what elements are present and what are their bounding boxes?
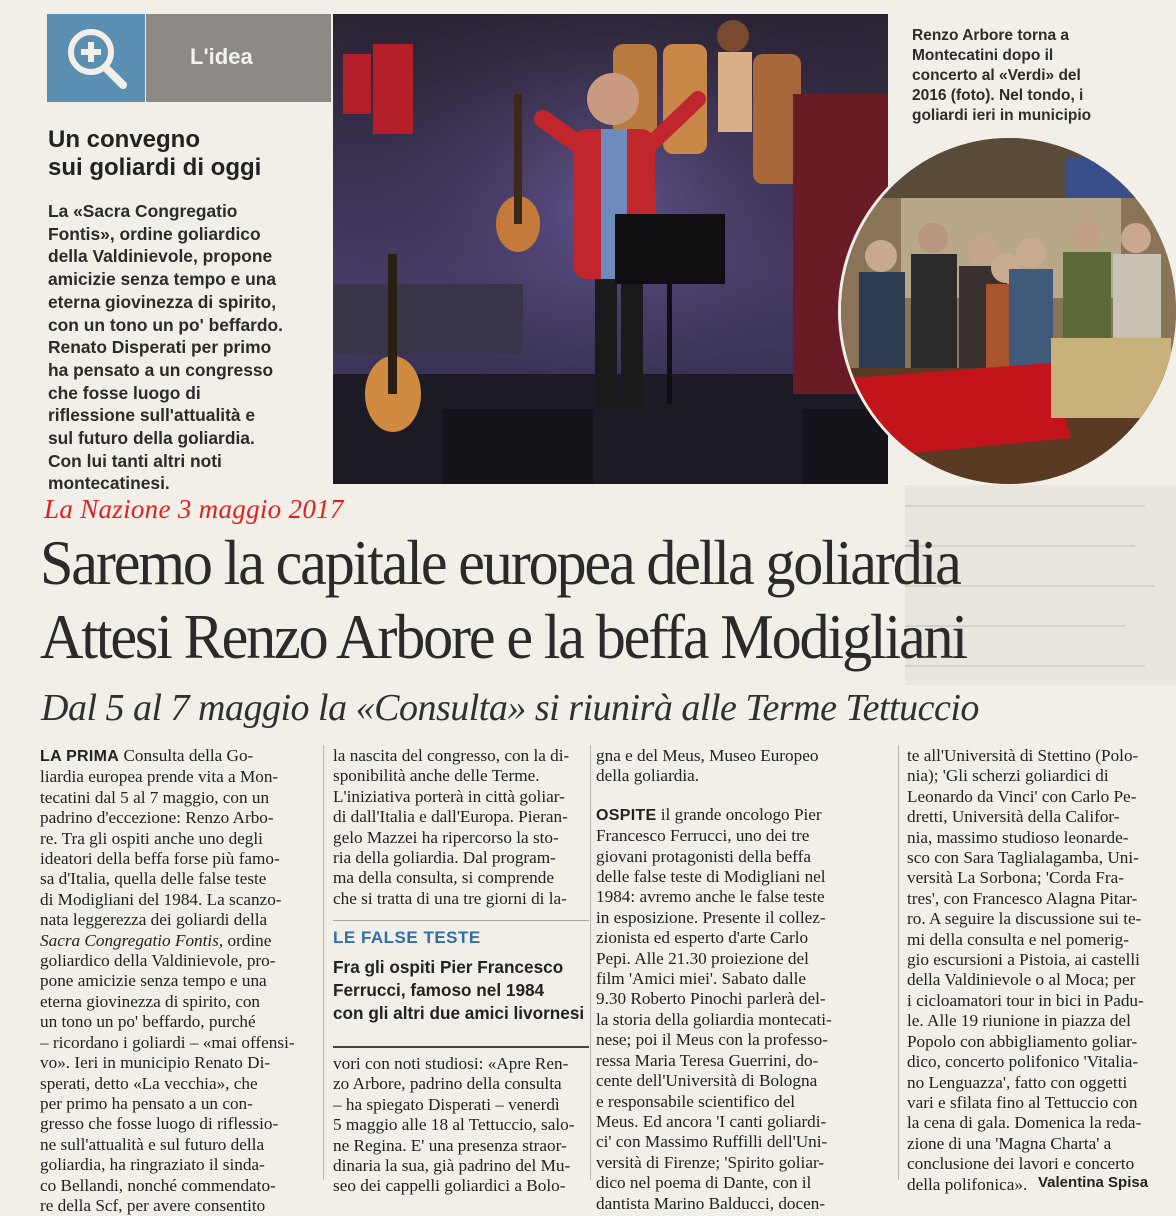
- italic-name: Sacra Congregatio Fontis: [40, 930, 219, 950]
- text-line: gio escursioni a Pistoia, ai castelli: [907, 950, 1140, 970]
- text-line: cente dell'Università di Bologna: [596, 1071, 818, 1091]
- text-line: la cena di gala. Domenica la reda-: [907, 1113, 1142, 1133]
- photo-caption-line: goliardi ieri in municipio: [912, 107, 1092, 124]
- box-line: Fra gli ospiti Pier Francesco: [333, 957, 564, 977]
- photo-caption-line: Montecatini dopo il: [912, 47, 1054, 64]
- lead-in: LA PRIMA: [40, 748, 120, 765]
- text-line: 5 maggio alle 18 al Tettuccio, salo-: [333, 1115, 575, 1135]
- sidebar-title-line: Un convegno: [48, 126, 201, 153]
- text-line: un tono un po' beffardo, purché: [40, 1012, 256, 1032]
- box-heading: LE FALSE TESTE: [333, 928, 481, 947]
- text-line: ressa Maria Teresa Guerrini, do-: [596, 1050, 819, 1070]
- text-line: pone amicizie senza tempo e una: [40, 971, 267, 991]
- text-line: ne sull'attualità e sul futuro della: [40, 1134, 265, 1154]
- sidebar-body-line: La «Sacra Congregatio: [48, 201, 238, 221]
- text-line: dico nel poema di Dante, con il: [596, 1173, 812, 1193]
- text-line: ne Regina. E' una presenza straor-: [333, 1135, 567, 1155]
- byline: Valentina Spisa: [1038, 1174, 1149, 1191]
- zoom-in-icon: [61, 22, 131, 94]
- text-line: ria della goliardia. Dal program-: [333, 848, 556, 868]
- text-line: nese; poi il Meus con la professo-: [596, 1030, 828, 1050]
- text-line: il grande oncologo Pier: [656, 804, 822, 824]
- text-line: sa d'Italia, quella delle false teste: [40, 869, 267, 889]
- text-line: tecatini dal 5 al 7 maggio, con un: [40, 787, 270, 807]
- text-line: dretti, Università della Califor-: [907, 807, 1120, 827]
- sidebar-body-line: della Valdinievole, propone: [48, 246, 273, 267]
- text-line: 1984: avremo anche le false teste: [596, 887, 825, 907]
- sidebar-body-line: montecatinesi.: [48, 473, 170, 494]
- article-column-1: [40, 746, 312, 1216]
- text-line: e responsabile scientifico del: [596, 1091, 796, 1111]
- text-line: L'iniziativa porterà in città goliar-: [333, 786, 565, 806]
- sidebar-title: [48, 126, 338, 182]
- box-top-rule: [333, 920, 589, 921]
- text-line: , ordine: [218, 930, 272, 950]
- sidebar-body-line: Renato Disperati per primo: [48, 337, 272, 358]
- text-line: padrino d'eccezione: Renzo Arbo-: [40, 808, 274, 828]
- text-line: goliardia, ha ringraziato il sinda-: [40, 1155, 265, 1175]
- sidebar-body: [48, 200, 340, 495]
- text-line: i cicloamatori tour in bici in Padu-: [907, 990, 1144, 1010]
- text-line: la storia della goliardia montecati-: [596, 1009, 832, 1029]
- text-line: eterna giovinezza di spirito, con: [40, 991, 261, 1011]
- text-line: seo dei cappelli goliardici a Bolo-: [333, 1176, 566, 1196]
- text-line: delle false teste di Modigliani nel: [596, 867, 826, 887]
- text-line: tres', con Francesco Alagna Pitar-: [907, 888, 1138, 908]
- text-line: ma della consulta, si comprende: [333, 868, 554, 888]
- text-line: ro. A seguire la discussione sui te-: [907, 909, 1142, 929]
- photo-caption: [912, 26, 1174, 126]
- box-bottom-rule: [333, 1046, 589, 1048]
- sidebar-title-line: sui goliardi di oggi: [48, 154, 262, 181]
- concert-photo: [333, 14, 888, 484]
- photo-caption-line: concerto al «Verdi» del: [912, 67, 1081, 84]
- text-line: dantista Marino Balducci, docen-: [596, 1193, 826, 1213]
- sidebar-body-line: sul futuro della goliardia.: [48, 428, 255, 449]
- text-line: sco con Sara Taglialagamba, Uni-: [907, 848, 1139, 868]
- text-line: Meus. Ed ancora 'I canti goliardi-: [596, 1111, 827, 1131]
- text-line: gelo Mazzei ha ripercorso la sto-: [333, 827, 559, 847]
- text-line: sperati, detto «La vecchia», che: [40, 1073, 258, 1093]
- text-line: vo». Ieri in municipio Renato Di-: [40, 1053, 271, 1073]
- text-line: – ricordano i goliardi – «mai offensi-: [40, 1032, 295, 1052]
- photo-caption-line: 2016 (foto). Nel tondo, i: [912, 87, 1084, 104]
- text-line: Pepi. Alle 21.30 proiezione del: [596, 948, 809, 968]
- dateline: La Nazione 3 maggio 2017: [44, 494, 344, 524]
- sidebar-body-line: con un tono un po' beffardo.: [48, 314, 284, 335]
- article-column-4: [907, 746, 1173, 1195]
- headline-line-1: Saremo la capitale europea della goliardia: [40, 527, 960, 598]
- text-line: gresso che fosse luogo di riflessio-: [40, 1114, 279, 1134]
- article-column-2: [333, 746, 605, 909]
- text-line: no Lenguazza', fatto con oggetti: [907, 1072, 1128, 1092]
- text-line: nata leggerezza dei goliardi della: [40, 910, 268, 930]
- sidebar-body-line: ha pensato a un congresso: [48, 359, 274, 380]
- text-line: della polifonica».: [907, 1174, 1028, 1194]
- sidebar-body-line: amicizie senza tempo e una: [48, 269, 277, 290]
- section-label: L'idea: [190, 44, 253, 69]
- headline-line-2: Attesi Renzo Arbore e la beffa Modigliani: [40, 601, 967, 672]
- text-line: Francesco Ferrucci, uno dei tre: [596, 826, 810, 846]
- sidebar-body-line: che fosse luogo di: [48, 382, 201, 403]
- text-line: zo Arbore, padrino della consulta: [333, 1074, 562, 1094]
- text-line: re della Scf, per avere consentito: [40, 1195, 266, 1215]
- text-line: te all'Università di Stettino (Polo-: [907, 746, 1139, 765]
- text-line: versità La Sorbona; 'Corda Fra-: [907, 868, 1124, 888]
- text-line: co Bellandi, nonché commendato-: [40, 1175, 276, 1195]
- text-line: dinaria la sua, già padrino del Mu-: [333, 1156, 571, 1176]
- text-line: Popolo con abbigliamento goliar-: [907, 1031, 1138, 1051]
- subheadline: Dal 5 al 7 maggio la «Consulta» si riunirà alle Terme Tettuccio: [41, 687, 979, 729]
- text-line: nia); 'Gli scherzi goliardici di: [907, 766, 1109, 786]
- text-line: le. Alle 19 riunione in piazza del: [907, 1011, 1131, 1031]
- text-line: Consulta della Go-: [119, 746, 254, 765]
- text-line: ideatori della beffa forse più famo-: [40, 849, 280, 869]
- photo-caption-line: Renzo Arbore torna a: [912, 27, 1070, 44]
- sidebar-body-line: Con lui tanti altri noti: [48, 450, 222, 471]
- text-line: della Valdinievole o al Moca; per: [907, 970, 1136, 990]
- text-line: vari e sfilata fino al Tettuccio con: [907, 1092, 1138, 1112]
- box-body: [333, 956, 593, 1026]
- text-line: sponibilità anche delle Terme.: [333, 766, 540, 786]
- text-line: la nascita del congresso, con la di-: [333, 746, 570, 765]
- text-line: giovani protagonisti della beffa: [596, 846, 811, 866]
- text-line: Leonardo da Vinci' con Carlo Pe-: [907, 786, 1137, 806]
- text-line: dico, concerto polifonico 'Vitalia-: [907, 1052, 1139, 1072]
- column-divider: [898, 745, 899, 1180]
- text-line: – ha spiegato Disperati – venerdì: [333, 1094, 560, 1114]
- text-line: per primo ha pensato a un con-: [40, 1093, 253, 1113]
- text-line: liardia europea prende vita a Mon-: [40, 767, 279, 787]
- text-line: che si tratta di una tre giorni di la-: [333, 888, 567, 908]
- sidebar-body-line: Fontis», ordine goliardico: [48, 223, 261, 244]
- text-line: in esposizione. Presente il collez-: [596, 907, 826, 927]
- column-divider: [323, 745, 324, 1180]
- text-line: di dall'Italia e dall'Europa. Pieran-: [333, 807, 568, 827]
- group-photo-round: [838, 135, 1176, 487]
- zoom-in-icon-tile: [47, 14, 145, 102]
- text-line: conclusione dei lavori e concerto: [907, 1154, 1135, 1174]
- text-line: zionista ed esperto d'arte Carlo: [596, 928, 809, 948]
- article-column-3: [596, 746, 868, 1214]
- text-line: re. Tra gli ospiti anche uno degli: [40, 828, 263, 848]
- box-line: con gli altri due amici livornesi: [333, 1003, 585, 1024]
- sidebar-body-line: eterna giovinezza di spirito,: [48, 291, 277, 312]
- box-line: Ferrucci, famoso nel 1984: [333, 980, 545, 1001]
- text-line: mi della consulta e nel pomerig-: [907, 929, 1129, 949]
- sidebar-body-line: riflessione sull'attualità e: [48, 405, 256, 426]
- text-line: vori con noti studiosi: «Apre Ren-: [333, 1054, 569, 1073]
- text-line: film 'Amici miei'. Sabato dalle: [596, 969, 807, 989]
- text-line: versità di Firenze; 'Spirito goliar-: [596, 1152, 825, 1172]
- text-line: 9.30 Roberto Pinochi parlerà del-: [596, 989, 826, 1009]
- text-line: gna e del Meus, Museo Europeo: [596, 746, 819, 765]
- text-line: della goliardia.: [596, 766, 700, 786]
- text-line: zione di una 'Magna Charta' a: [907, 1133, 1112, 1153]
- text-line: ci' con Massimo Ruffilli dell'Uni-: [596, 1132, 828, 1152]
- text-line: nia, massimo studioso leonarde-: [907, 827, 1129, 847]
- article-column-2-continued: [333, 1054, 605, 1197]
- lead-in: OSPITE: [596, 806, 657, 824]
- text-line: goliardico della Valdinievole, pro-: [40, 951, 276, 971]
- text-line: di Modigliani del 1984. La scanzo-: [40, 889, 282, 909]
